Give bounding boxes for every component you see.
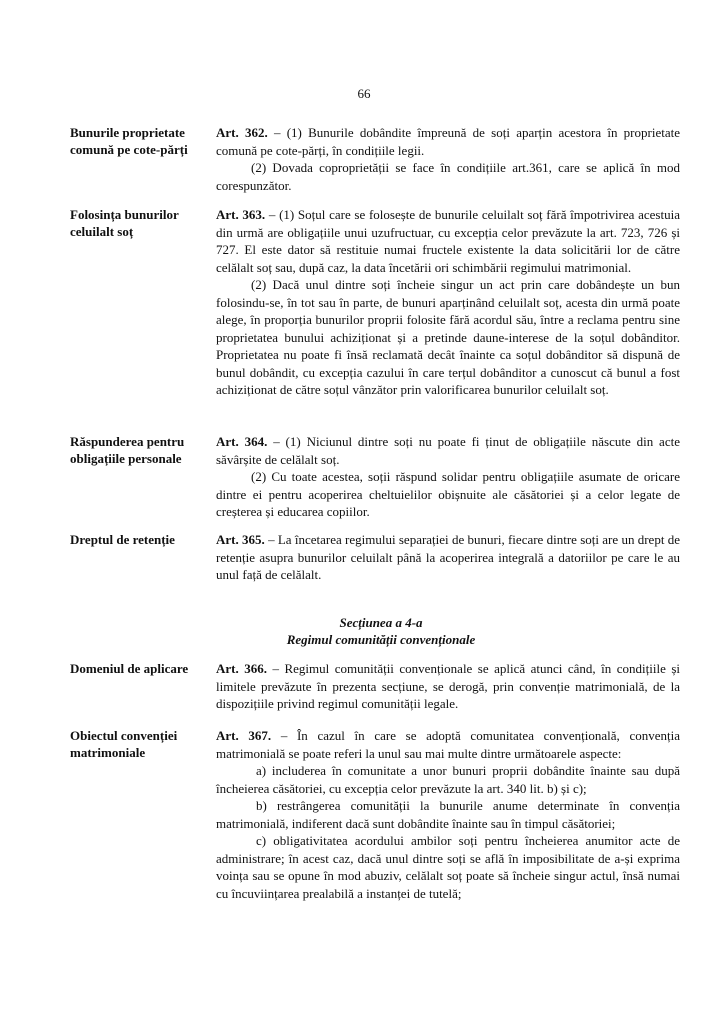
paragraph: a) includerea în comunitate a unor bunuri proprii dobândite înainte sau după încheierea căsătoriei, cu excepția celor prevăzute la art. 340 lit. b) și c);	[216, 763, 680, 796]
paragraph: – În cazul în care se adoptă comunitatea convențională, convenția matrimonială se poate referi la unul sau mai multe dintre următoarele aspecte:	[216, 728, 680, 761]
paragraph: – Regimul comunității convenționale se aplică atunci când, în condițiile și limitele prevăzute în prezenta secțiune, se derogă, prin convenție matrimonială, de la dispozițiile privind regimul comunității legale.	[216, 661, 680, 711]
paragraph: (2) Dovada coproprietății se face în condițiile art.361, care se aplică în mod corespunzător.	[216, 160, 680, 193]
article-side-title: Dreptul de retenție	[70, 532, 175, 547]
paragraph: c) obligativitatea acordului ambilor soți pentru încheierea anumitor acte de administrare; în acest caz, dacă unul dintre soți se află în imposibilitate de a-și exprima voința sau se opune în mod abuziv, celălalt soț poate să încheie singur actul, însă numai cu încuviințarea prealabilă a instanței de tutelă;	[216, 833, 680, 901]
paragraph: – (1) Niciunul dintre soți nu poate fi ținut de obligațiile născute din acte săvârșite de celălalt soț.	[216, 434, 680, 467]
article-body	[216, 124, 680, 194]
paragraph: – (1) Soțul care se folosește de bunurile celuilalt soț fără împotrivirea acestuia din urmă are obligațiile unui uzufructuar, cu excepția celor prevăzute la art. 723, 726 și 727. El este dator să restituie numai fructele existente la data solicitării lor de către celălalt soț sau, după caz, la data încetării ori schimbării regimului matrimonial.	[216, 207, 680, 275]
article-number: Art. 365.	[216, 532, 265, 547]
section-title: Regimul comunității convenționale	[286, 632, 476, 647]
article-body	[216, 206, 680, 399]
article-number: Art. 363.	[216, 207, 266, 222]
article-side-title: Folosința bunurilor celuilalt soț	[70, 207, 179, 239]
article-body	[216, 727, 680, 902]
paragraph: (2) Cu toate acestea, soții răspund solidar pentru obligațiile asumate de oricare dintre ei pentru acoperirea cheltuielilor obișnuite ale căsătoriei și a celor legate de creșterea și educarea copiilor.	[216, 469, 680, 519]
article-number: Art. 366.	[216, 661, 267, 676]
paragraph: b) restrângerea comunității la bunurile anume determinate în convenția matrimonială, indiferent dacă sunt dobândite înainte sau în timpul căsătoriei;	[216, 798, 680, 831]
paragraph: – La încetarea regimului separației de bunuri, fiecare dintre soți are un drept de retenție asupra bunurilor celuilalt până la acoperirea integrală a datoriilor pe care le au unul față de celălalt.	[216, 532, 680, 582]
article-side-title: Bunurile proprietate comună pe cote-părți	[70, 125, 188, 157]
paragraph: (2) Dacă unul dintre soți încheie singur un act prin care dobândește un bun folosindu-se, în tot sau în parte, de bunuri aparținând celuilalt soț, acesta din urmă poate alege, în proporția bunurilor proprii folosite fără acordul său, între a reclama pentru sine proprietatea bunului achiziționat și a pretinde daune-interese de la soțul dobânditor. Proprietatea nu poate fi însă reclamată decât înainte ca soțul dobânditor să dispună de bunul dobândit, cu excepția cazului în care terțul dobânditor a cunoscut că bunul a fost achiziționat de către soțul vânzător prin valorificarea bunurilor celuilalt soț.	[216, 277, 680, 397]
paragraph: – (1) Bunurile dobândite împreună de soți aparțin acestora în proprietate comună pe cote-părți, în condițiile legii.	[216, 125, 680, 158]
page-number: 66	[357, 86, 371, 101]
section-heading	[216, 614, 546, 648]
article-body	[216, 531, 680, 584]
article-body	[216, 660, 680, 713]
article-body	[216, 433, 680, 521]
article-side-title: Răspunderea pentru obligațiile personale	[70, 434, 185, 466]
article-number: Art. 364.	[216, 434, 268, 449]
article-number: Art. 362.	[216, 125, 268, 140]
article-number: Art. 367.	[216, 728, 272, 743]
article-side-title: Domeniul de aplicare	[70, 661, 189, 676]
article-side-title: Obiectul convenției matrimoniale	[70, 728, 178, 760]
section-number: Secțiunea a 4-a	[339, 615, 423, 630]
